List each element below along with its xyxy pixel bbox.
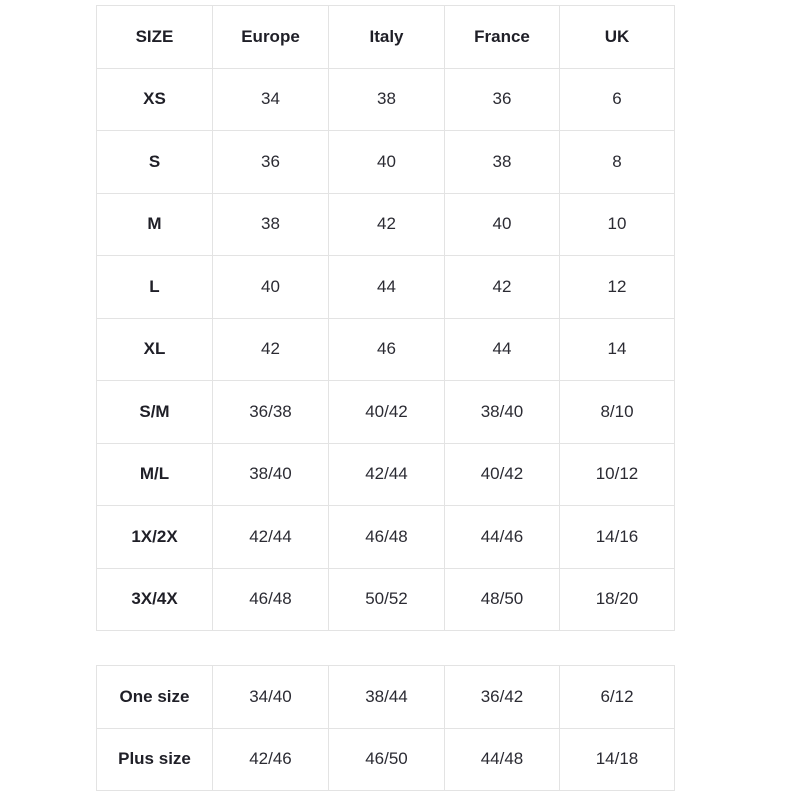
cell-europe: 42/46	[213, 728, 329, 791]
row-label: XL	[97, 318, 213, 381]
main-table-header	[97, 6, 675, 69]
cell-france: 36/42	[445, 666, 560, 729]
column-header-size: SIZE	[97, 6, 213, 69]
column-header-italy: Italy	[329, 6, 445, 69]
cell-france: 38/40	[445, 381, 560, 444]
row-label: S/M	[97, 381, 213, 444]
cell-europe: 42	[213, 318, 329, 381]
secondary-table-body	[97, 666, 675, 791]
cell-italy: 42	[329, 193, 445, 256]
cell-uk: 14	[560, 318, 675, 381]
row-label: One size	[97, 666, 213, 729]
cell-france: 40/42	[445, 443, 560, 506]
cell-italy: 50/52	[329, 568, 445, 631]
cell-europe: 36	[213, 131, 329, 194]
row-label: L	[97, 256, 213, 319]
cell-uk: 6	[560, 68, 675, 131]
cell-europe: 38/40	[213, 443, 329, 506]
row-label: M	[97, 193, 213, 256]
cell-europe: 36/38	[213, 381, 329, 444]
cell-europe: 34	[213, 68, 329, 131]
main-size-table-container	[96, 5, 674, 631]
cell-france: 42	[445, 256, 560, 319]
cell-europe: 42/44	[213, 506, 329, 569]
cell-france: 44/46	[445, 506, 560, 569]
table-row	[97, 443, 675, 506]
cell-uk: 18/20	[560, 568, 675, 631]
row-label: 1X/2X	[97, 506, 213, 569]
cell-france: 44	[445, 318, 560, 381]
column-header-france: France	[445, 6, 560, 69]
cell-uk: 6/12	[560, 666, 675, 729]
table-row	[97, 728, 675, 791]
row-label: S	[97, 131, 213, 194]
row-label: M/L	[97, 443, 213, 506]
cell-italy: 42/44	[329, 443, 445, 506]
cell-uk: 8/10	[560, 381, 675, 444]
secondary-size-table-container	[96, 665, 674, 791]
table-row	[97, 256, 675, 319]
secondary-size-table	[96, 665, 675, 791]
cell-france: 38	[445, 131, 560, 194]
cell-europe: 46/48	[213, 568, 329, 631]
cell-uk: 10/12	[560, 443, 675, 506]
cell-italy: 40	[329, 131, 445, 194]
cell-italy: 46/48	[329, 506, 445, 569]
table-header-row	[97, 6, 675, 69]
cell-italy: 44	[329, 256, 445, 319]
table-row	[97, 318, 675, 381]
cell-france: 48/50	[445, 568, 560, 631]
cell-france: 36	[445, 68, 560, 131]
cell-europe: 34/40	[213, 666, 329, 729]
table-row	[97, 68, 675, 131]
cell-france: 40	[445, 193, 560, 256]
cell-italy: 40/42	[329, 381, 445, 444]
table-row	[97, 381, 675, 444]
cell-uk: 12	[560, 256, 675, 319]
cell-italy: 38/44	[329, 666, 445, 729]
column-header-europe: Europe	[213, 6, 329, 69]
main-table-body	[97, 68, 675, 631]
table-row	[97, 568, 675, 631]
cell-uk: 8	[560, 131, 675, 194]
table-row	[97, 131, 675, 194]
row-label: 3X/4X	[97, 568, 213, 631]
cell-italy: 46	[329, 318, 445, 381]
main-size-table	[96, 5, 675, 631]
cell-italy: 46/50	[329, 728, 445, 791]
cell-uk: 10	[560, 193, 675, 256]
cell-uk: 14/18	[560, 728, 675, 791]
cell-italy: 38	[329, 68, 445, 131]
cell-france: 44/48	[445, 728, 560, 791]
table-row	[97, 506, 675, 569]
cell-europe: 40	[213, 256, 329, 319]
column-header-uk: UK	[560, 6, 675, 69]
cell-uk: 14/16	[560, 506, 675, 569]
row-label: Plus size	[97, 728, 213, 791]
table-row	[97, 666, 675, 729]
cell-europe: 38	[213, 193, 329, 256]
row-label: XS	[97, 68, 213, 131]
table-row	[97, 193, 675, 256]
